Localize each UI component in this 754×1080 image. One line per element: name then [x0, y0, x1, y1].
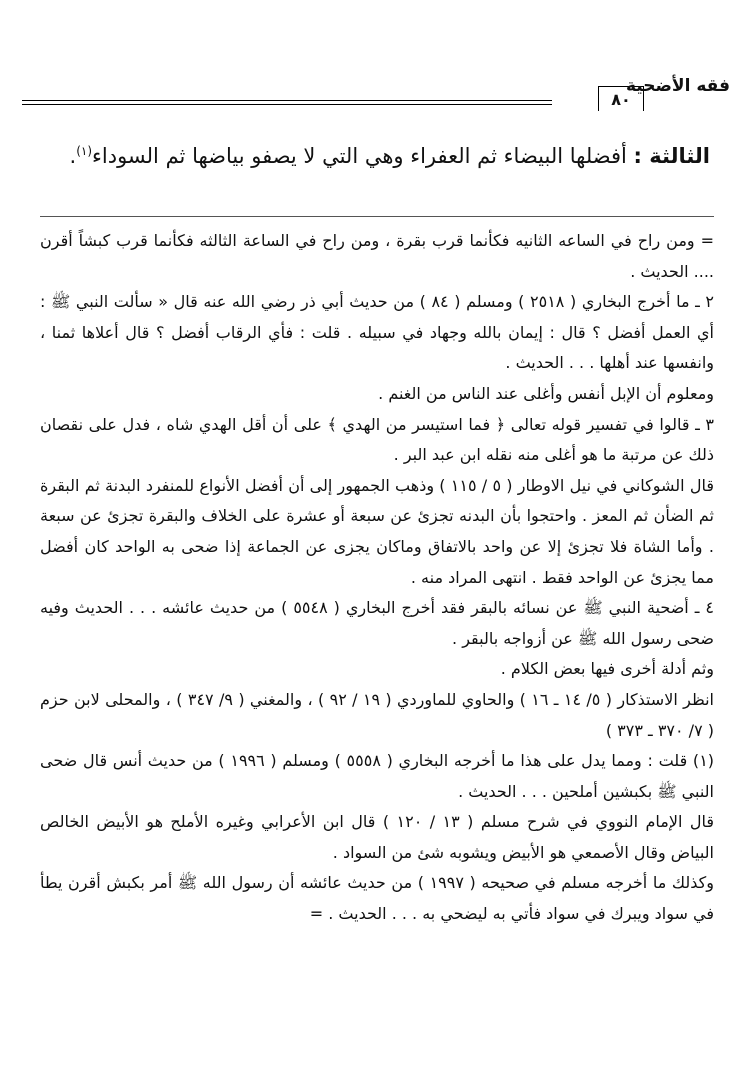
note-paragraph: قال الإمام النووي في شرح مسلم ( ١٣ / ١٢٠ ) قال ابن الأعرابي وغيره الأملح هو الأبيض الخالص البياض وقال الأصمعي هو الأبيض ويشوبه شئ من السواد . — [40, 812, 715, 862]
header-rule-double — [22, 104, 552, 105]
page-header — [22, 70, 730, 114]
main-end: . — [69, 144, 77, 168]
header-rule — [22, 100, 552, 101]
main-text — [44, 130, 710, 178]
page-number: ٨٠ — [598, 86, 644, 111]
note-paragraph: انظر الاستذكار ( ٥/ ١٤ ـ ١٦ ) والحاوي للماوردي ( ١٩ / ٩٢ ) ، والمغني ( ٩/ ٣٤٧ ) ، والمحلى لابن حزم ( ٧/ ٣٧٠ ـ ٣٧٣ ) — [40, 689, 714, 740]
note-paragraph: وثم أدلة أخرى فيها بعض الكلام . — [500, 659, 714, 679]
note-paragraph: ٢ ـ ما أخرج البخاري ( ٢٥١٨ ) ومسلم ( ٨٤ ) من حديث أبي ذر رضي الله عنه قال « سألت النبي ﷺ : أي العمل أفضل ؟ قال : إيمان بالله وجهاد في سبيله . قلت : فأي الرقاب أفضل ؟ قال أعلاها ثمنا ، وانفسها عند أهلها . . . الحديث . — [40, 292, 715, 373]
note-paragraph: قال الشوكاني في نيل الاوطار ( ٥ / ١١٥ ) وذهب الجمهور إلى أن أفضل الأنواع للمنفرد البدنة ثم البقرة ثم الضأن ثم المعز . واحتجوا بأن البدنه تجزئ عن سبعة أو عشرة على الخلاف والبقرة تجزئ عن سبعة . وأما الشاة فلا تجزئ إلا عن واحد بالاتفاق وماكان يجزى عن الجماعة إذا ضحى به الواحد كان أفضل مما يجزئ عن الواحد فقط . انتهى المراد منه . — [40, 475, 715, 587]
note-paragraph: ومعلوم أن الإبل أنفس وأغلى عند الناس من الغنم . — [378, 383, 714, 403]
footnotes — [40, 226, 714, 930]
note-paragraph: وكذلك ما أخرجه مسلم في صحيحه ( ١٩٩٧ ) من حديث عائشه أن رسول الله ﷺ أمر بكبش أقرن يطأ في سواد ويبرك في سواد فأتي به ليضحي به . . . الحديث . = — [40, 873, 714, 924]
running-title: فقه الأضحية — [625, 76, 730, 96]
main-body: أفضلها البيضاء ثم العفراء وهي التي لا يصفو بياضها ثم السوداء — [92, 144, 634, 168]
note-paragraph: ٣ ـ قالوا في تفسير قوله تعالى ﴿ فما استيسر من الهدي ﴾ على أن أقل الهدي شاه ، فدل على نقصان ذلك عن مرتبة ما هو أغلى منه نقله ابن عبد البر . — [40, 414, 714, 465]
footnote-ref: (١) — [76, 144, 93, 158]
footnote-1: (١) قلت : ومما يدل على هذا ما أخرجه البخاري ( ٥٥٥٨ ) ومسلم ( ١٩٩٦ ) من حديث أنس قال ضحى النبي ﷺ بكبشين أملحين . . . الحديث . — [40, 751, 715, 801]
main-label: الثالثة : — [633, 144, 710, 168]
note-paragraph: ٤ ـ أضحية النبي ﷺ عن نسائه بالبقر فقد أخرج البخاري ( ٥٥٤٨ ) من حديث عائشه . . . الحديث وفيه ضحى رسول الله ﷺ عن أزواجه بالبقر . — [40, 598, 714, 648]
note-paragraph: = ومن راح في الساعه الثانيه فكأنما قرب بقرة ، ومن راح في الساعة الثالثه فكأنما قرب كبشاً أقرن .... الحديث . — [40, 231, 714, 281]
footnote-separator — [40, 216, 714, 217]
